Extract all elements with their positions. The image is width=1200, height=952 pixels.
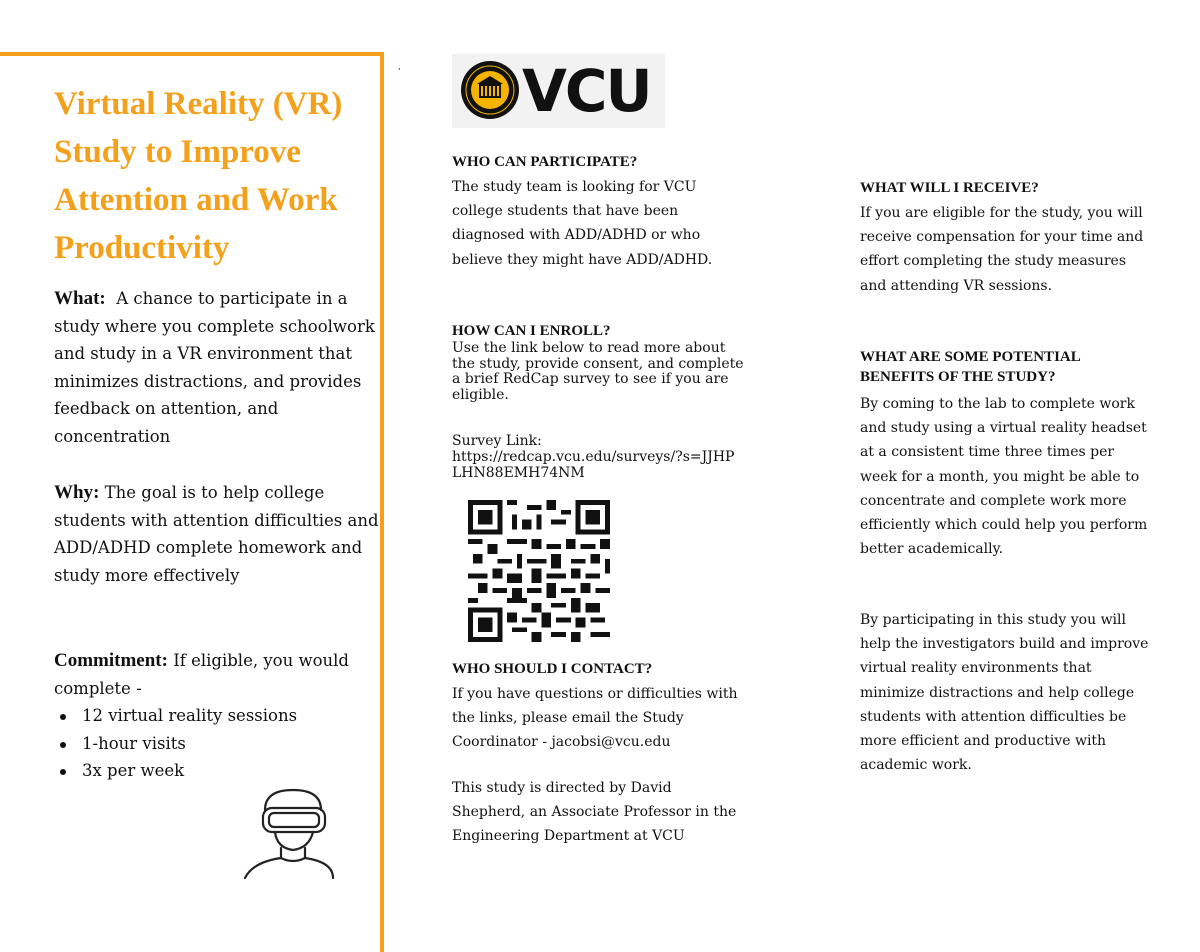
stray-mark: , [398, 62, 401, 72]
directed-by-text: This study is directed by David Shepherd, an Associate Professor in the Engineering Department at VCU [452, 780, 737, 845]
list-item: 3x per week [54, 757, 379, 785]
benefits-text-2: By participating in this study you will help the investigators build and improve virtual reality environments that minimize distractions and help college students with attention difficulties be more efficient and productive with academic work. [860, 612, 1149, 774]
vr-headset-person-icon [235, 788, 335, 880]
contact-heading: WHO SHOULD I CONTACT? [452, 661, 653, 677]
vcu-logo [452, 54, 665, 128]
enroll-text: Use the link below to read more about the study, provide consent, and complete a brief RedCap survey to see if you are eligible. [452, 340, 744, 403]
flyer-title: Virtual Reality (VR) Study to Improve Attention and Work Productivity [54, 86, 343, 266]
why-label: Why: [54, 482, 100, 503]
what-text: A chance to participate in a study where you complete schoolwork and study in a VR environment that minimizes distractions, and provides feedback on attention, and concentration [54, 289, 375, 446]
what-label: What: [54, 288, 106, 309]
commitment-text: If eligible, you would complete - [54, 651, 349, 698]
vcu-logo-text: VCU [522, 57, 651, 125]
commitment-list [54, 702, 379, 785]
why-text: The goal is to help college students with attention difficulties and ADD/ADHD complete homework and study more effectively [54, 483, 379, 585]
vcu-seal-icon [460, 60, 520, 120]
contact-text: If you have questions or difficulties with the links, please email the Study Coordinator - jacobsi@vcu.edu [452, 686, 738, 751]
commitment-section [54, 647, 379, 785]
benefits-text-1: By coming to the lab to complete work and study using a virtual reality headset at a consistent time three times per week for a month, you might be able to concentrate and complete work more efficiently which could help you perform better academically. [860, 396, 1148, 558]
commitment-label: Commitment: [54, 650, 168, 671]
benefits-heading: WHAT ARE SOME POTENTIAL BENEFITS OF THE STUDY? [860, 349, 1080, 385]
enroll-heading: HOW CAN I ENROLL? [452, 323, 611, 339]
survey-label: Survey Link: [452, 433, 542, 449]
participate-text: The study team is looking for VCU college students that have been diagnosed with ADD/ADHD or who believe they might have ADD/ADHD. [452, 179, 713, 268]
why-section [54, 479, 379, 589]
what-section [54, 285, 379, 451]
list-item: 12 virtual reality sessions [54, 702, 379, 730]
receive-text: If you are eligible for the study, you will receive compensation for your time and effort completing the study measures and attending VR sessions. [860, 205, 1144, 294]
receive-heading: WHAT WILL I RECEIVE? [860, 180, 1039, 196]
qr-code-icon[interactable] [466, 500, 612, 642]
list-item: 1-hour visits [54, 730, 379, 758]
participate-heading: WHO CAN PARTICIPATE? [452, 154, 638, 170]
survey-link[interactable]: https://redcap.vcu.edu/surveys/?s=JJHPLHN88EMH74NM [452, 449, 735, 481]
